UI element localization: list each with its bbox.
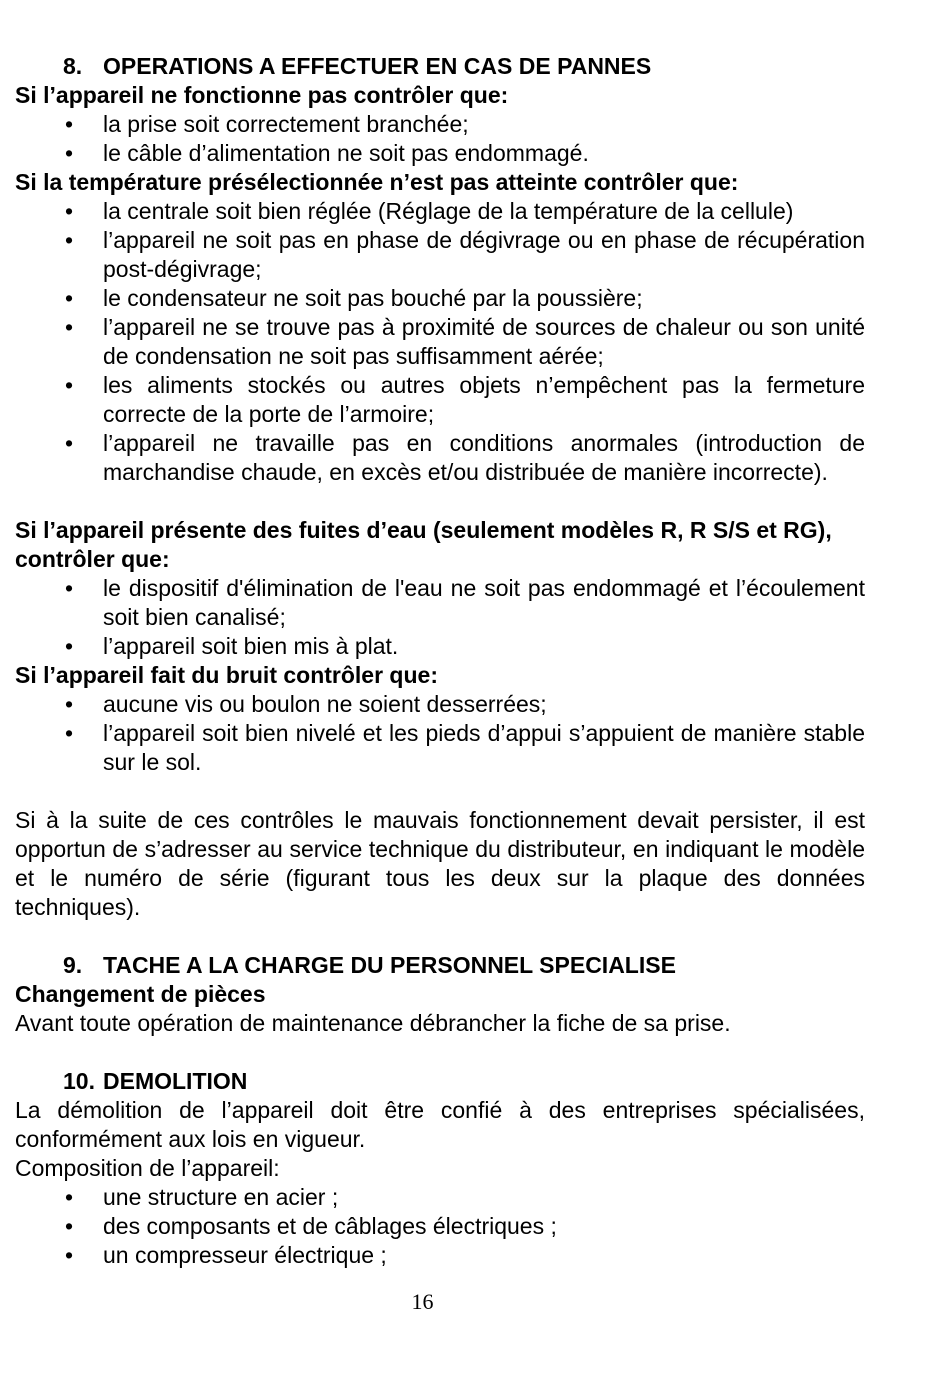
bullet-icon: •	[64, 111, 74, 137]
check-1-list	[15, 110, 865, 168]
check-4-list	[15, 690, 865, 777]
bullet-icon: •	[64, 720, 74, 746]
bullet-icon: •	[64, 140, 74, 166]
section-8-heading	[15, 52, 865, 81]
check-2-list	[15, 197, 865, 487]
bullet-icon: •	[64, 691, 74, 717]
check-4-heading: Si l’appareil fait du bruit contrôler que:	[15, 662, 438, 688]
page-number: 16	[411, 1289, 434, 1314]
bullet-icon: •	[64, 372, 74, 398]
bullet-icon: •	[64, 1213, 74, 1239]
bullet-icon: •	[64, 1242, 74, 1268]
section-9-title: TACHE A LA CHARGE DU PERSONNEL SPECIALISE	[103, 952, 676, 978]
section-8-title: OPERATIONS A EFFECTUER EN CAS DE PANNES	[103, 53, 652, 79]
check-1-heading: Si l’appareil ne fonctionne pas contrôler que:	[15, 82, 509, 108]
section-9-subheading: Changement de pièces	[15, 981, 266, 1007]
list-item: • l’appareil soit bien nivelé et les pieds d’appui s’appuient de manière stable sur le sol.	[15, 719, 865, 777]
list-item: • des composants et de câblages électriques ;	[15, 1212, 865, 1241]
check-3-heading: Si l’appareil présente des fuites d’eau (seulement modèles R, R S/S et RG), contrôler que:	[15, 517, 832, 572]
bullet-icon: •	[64, 314, 74, 340]
bullet-icon: •	[64, 1184, 74, 1210]
section-9-heading	[15, 951, 865, 980]
section-9-number: 9.	[63, 952, 83, 978]
section-10-text: La démolition de l’appareil doit être confié à des entreprises spécialisées, conformément aux lois en vigueur.	[15, 1097, 865, 1152]
list-item: • le condensateur ne soit pas bouché par la poussière;	[15, 284, 865, 313]
bullet-icon: •	[64, 227, 74, 253]
composition-list	[15, 1183, 865, 1270]
list-item: • l’appareil ne soit pas en phase de dégivrage ou en phase de récupération post-dégivrage;	[15, 226, 865, 284]
bullet-icon: •	[64, 633, 74, 659]
list-item: • l’appareil ne travaille pas en conditions anormales (introduction de marchandise chaude, en excès et/ou distribuée de manière incorrecte).	[15, 429, 865, 487]
list-item: • un compresseur électrique ;	[15, 1241, 865, 1270]
list-item: • les aliments stockés ou autres objets n’empêchent pas la fermeture correcte de la porte de l’armoire;	[15, 371, 865, 429]
check-2-heading: Si la température présélectionnée n’est pas atteinte contrôler que:	[15, 169, 739, 195]
bullet-icon: •	[64, 198, 74, 224]
list-item: • une structure en acier ;	[15, 1183, 865, 1212]
section-10-title: DEMOLITION	[103, 1068, 248, 1094]
closing-paragraph: Si à la suite de ces contrôles le mauvais fonctionnement devait persister, il est opportun de s’adresser au service technique du distributeur, en indiquant le modèle et le numéro de série (figurant tous les deux sur la plaque des données techniques).	[15, 807, 865, 920]
list-item: • le câble d’alimentation ne soit pas endommagé.	[15, 139, 865, 168]
list-item: • la prise soit correctement branchée;	[15, 110, 865, 139]
section-8-number: 8.	[63, 53, 83, 79]
list-item: • la centrale soit bien réglée (Réglage de la température de la cellule)	[15, 197, 865, 226]
section-10-number: 10.	[63, 1068, 95, 1094]
bullet-icon: •	[64, 285, 74, 311]
bullet-icon: •	[64, 575, 74, 601]
section-9-text: Avant toute opération de maintenance débrancher la fiche de sa prise.	[15, 1010, 731, 1036]
list-item: • l’appareil soit bien mis à plat.	[15, 632, 865, 661]
composition-label: Composition de l’appareil:	[15, 1155, 280, 1181]
section-10-heading	[15, 1067, 865, 1096]
list-item: • le dispositif d'élimination de l'eau ne soit pas endommagé et l’écoulement soit bien canalisé;	[15, 574, 865, 632]
list-item: • aucune vis ou boulon ne soient desserrées;	[15, 690, 865, 719]
list-item: • l’appareil ne se trouve pas à proximité de sources de chaleur ou son unité de condensation ne soit pas suffisamment aérée;	[15, 313, 865, 371]
check-3-list	[15, 574, 865, 661]
bullet-icon: •	[64, 430, 74, 456]
